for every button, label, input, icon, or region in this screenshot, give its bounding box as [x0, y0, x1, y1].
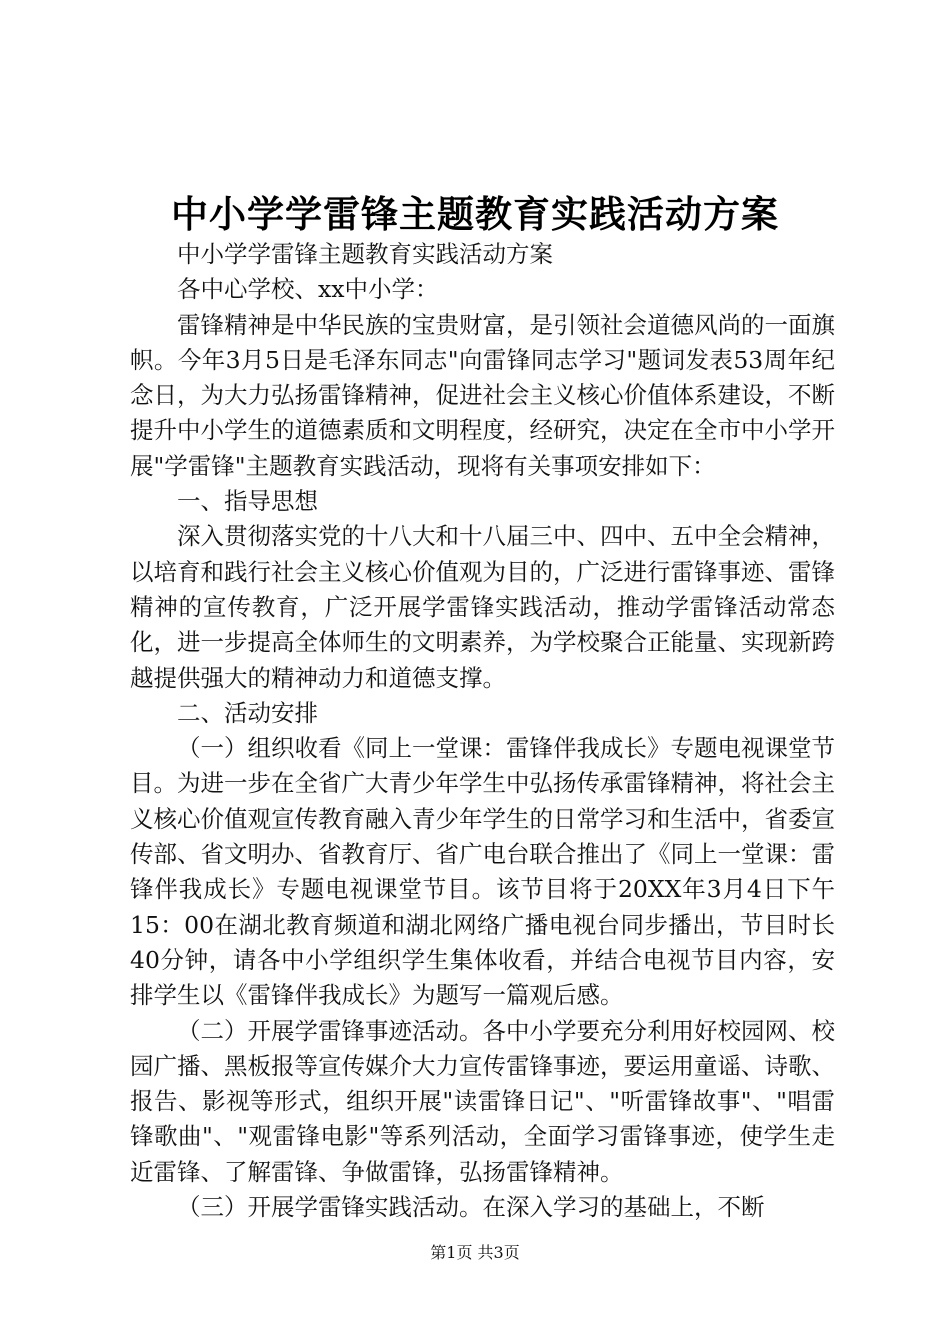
- guiding-thought-paragraph: 深入贯彻落实党的十八大和十八届三中、四中、五中全会精神，以培育和践行社会主义核心价值观为目的，广泛进行雷锋事迹、雷锋精神的宣传教育，广泛开展学雷锋实践活动，推动学雷锋活动常态化，进一步提高全体师生的文明素养，为学校聚合正能量、实现新跨越提供强大的精神动力和道德支撑。: [130, 522, 835, 692]
- activity-1-paragraph: （一）组织收看《同上一堂课：雷锋伴我成长》专题电视课堂节目。为进一步在全省广大青少年学生中弘扬传承雷锋精神，将社会主义核心价值观宣传教育融入青少年学生的日常学习和生活中，省委宣传部、省文明办、省教育厅、省广电台联合推出了《同上一堂课：雷锋伴我成长》专题电视课堂节目。该节目将于20XX年3月4日下午15：00在湖北教育频道和湖北网络广播电视台同步播出，节目时长40分钟，请各中小学组织学生集体收看，并结合电视节目内容，安排学生以《雷锋伴我成长》为题写一篇观后感。: [130, 734, 835, 1010]
- section-heading-guiding-thought: 一、指导思想: [177, 487, 318, 516]
- salutation-paragraph: 各中心学校、xx中小学：: [177, 275, 439, 304]
- activity-3-paragraph: （三）开展学雷锋实践活动。在深入学习的基础上，不断: [177, 1193, 765, 1222]
- page-footer: 第1页 共3页: [430, 1243, 520, 1262]
- section-heading-activities: 二、活动安排: [177, 698, 318, 727]
- document-title: 中小学学雷锋主题教育实践活动方案: [171, 192, 779, 236]
- activity-2-paragraph: （二）开展学雷锋事迹活动。各中小学要充分利用好校园网、校园广播、黑板报等宣传媒介大力宣传雷锋事迹，要运用童谣、诗歌、报告、影视等形式，组织开展"读雷锋日记"、"听雷锋故事"、"唱雷锋歌曲"、"观雷锋电影"等系列活动，全面学习雷锋事迹，使学生走近雷锋、了解雷锋、争做雷锋，弘扬雷锋精神。: [130, 1016, 835, 1186]
- subtitle-paragraph: 中小学学雷锋主题教育实践活动方案: [177, 240, 553, 268]
- intro-paragraph: 雷锋精神是中华民族的宝贵财富，是引领社会道德风尚的一面旗帜。今年3月5日是毛泽东同志"向雷锋同志学习"题词发表53周年纪念日，为大力弘扬雷锋精神，促进社会主义核心价值体系建设，不断提升中小学生的道德素质和文明程度，经研究，决定在全市中小学开展"学雷锋"主题教育实践活动，现将有关事项安排如下：: [130, 310, 835, 480]
- document-body: [130, 237, 835, 1225]
